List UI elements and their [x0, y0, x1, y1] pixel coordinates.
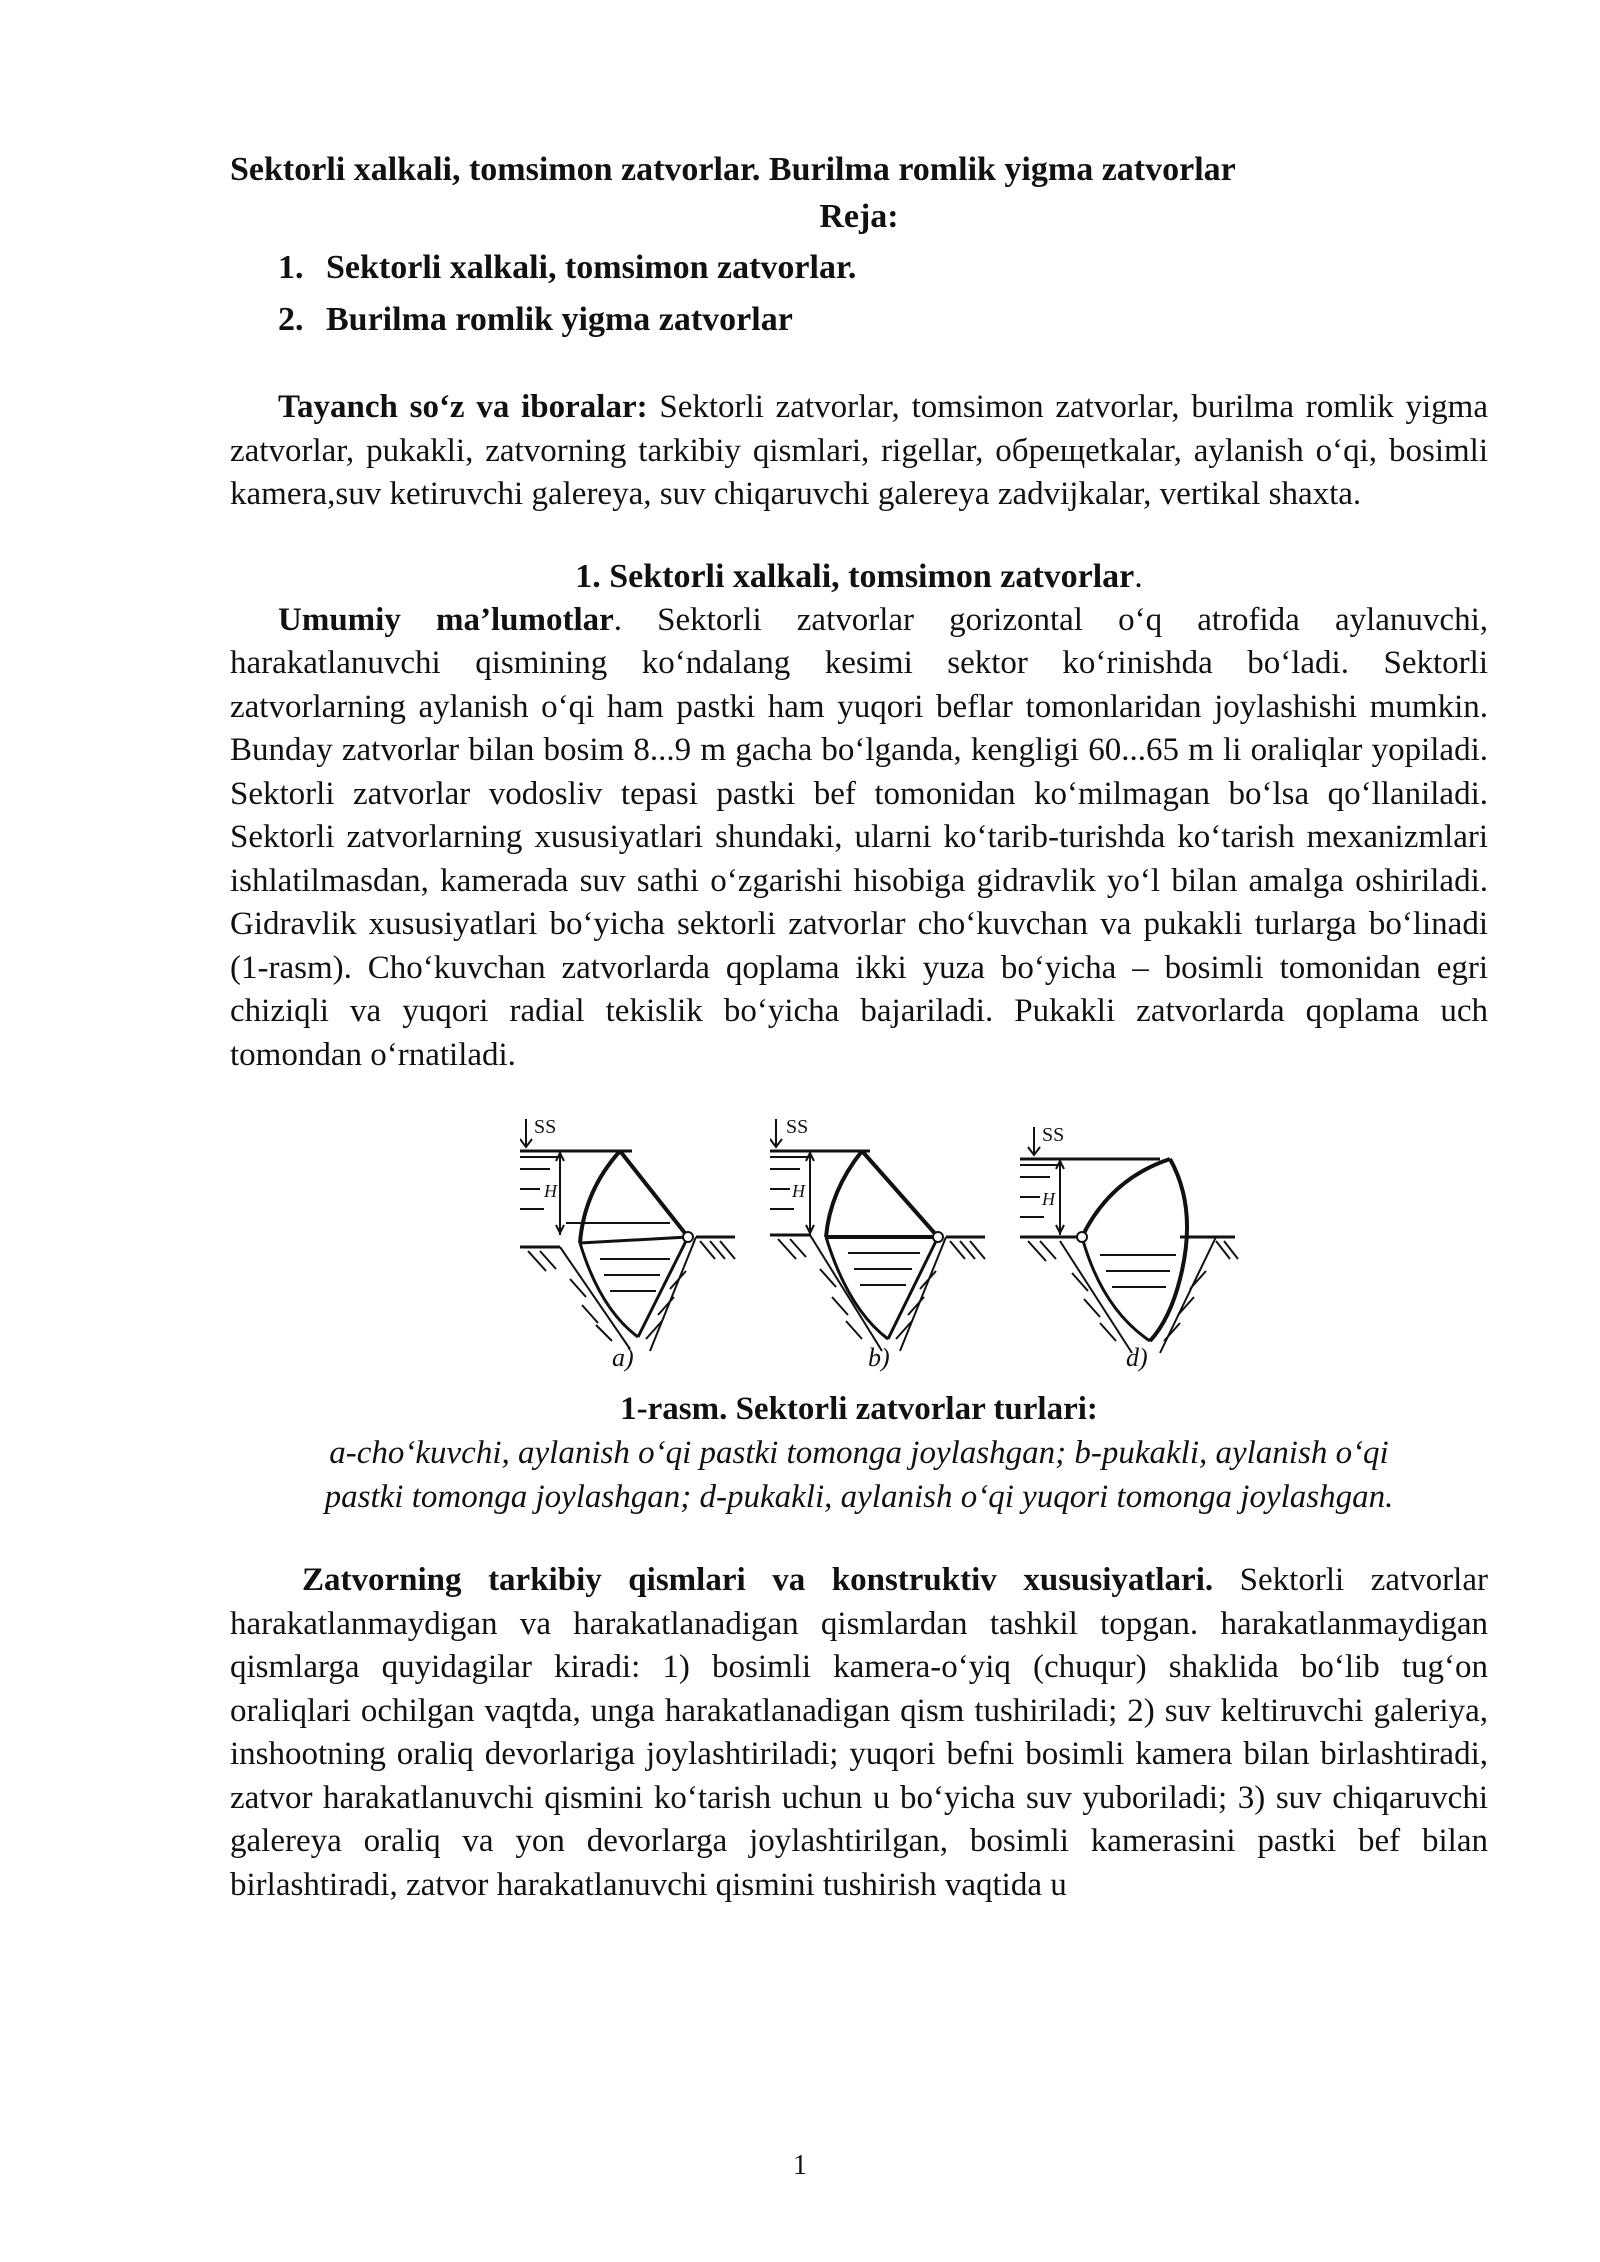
- figure-sector-gates: [230, 1119, 1488, 1379]
- panel-letter-a: a): [612, 1343, 634, 1372]
- plan-item-1: [230, 242, 1488, 294]
- general-label: Umumiy ma’lumotlar: [278, 601, 614, 638]
- figure-panel-d: [1020, 1119, 1240, 1369]
- page-number: 1: [793, 2150, 807, 2181]
- plan-item-number: 1.: [278, 249, 304, 286]
- plan-item-text: Sektorli xalkali, tomsimon zatvorlar.: [326, 249, 857, 286]
- panel-letter-b: b): [868, 1343, 890, 1372]
- section-heading-text: 1. Sektorli xalkali, tomsimon zatvorlar: [575, 557, 1135, 595]
- plan-item-number: 2.: [278, 301, 304, 338]
- plan-heading: Reja:: [819, 198, 899, 235]
- parts-label: Zatvorning tarkibiy qismlari va konstruktiv xususiyatlari.: [302, 1562, 1214, 1598]
- general-text: . Sektorli zatvorlar gorizontal o‘q atrofida aylanuvchi, harakatlanuvchi qismining ko‘ndalang kesimi sektor ko‘rinishda bo‘ladi. Sektorli zatvorlarning aylanish o‘qi ham pastki ham yuqori beflar tomonlaridan joylashishi mumkin. Bunday zatvorlar bilan bosim 8...9 m gacha bo‘lganda, kengligi 60...65 m li oraliqlar yopiladi. Sektorli zatvorlar vodosliv tepasi pastki bef tomonidan ko‘milmagan bo‘lsa qo‘llaniladi. Sektorli zatvorlarning xususiyatlari shundaki, ularni ko‘tarib-turishda ko‘tarish mexanizmlari ishlatilmasdan, kamerada suv sathi o‘zgarishi hisobiga gidravlik yo‘l bilan amalga oshiriladi. Gidravlik xususiyatlari bo‘yicha sektorli zatvorlar cho‘kuvchan va pukakli turlarga bo‘linadi (1-rasm). Cho‘kuvchan zatvorlarda qoplama ikki yuza bo‘yicha – bosimli tomonidan egri chiziqli va yuqori radial tekislik bo‘yicha bajariladi. Pukakli zatvorlarda qoplama uch tomondan o‘rnatiladi.: [230, 601, 1488, 1073]
- keywords-text: Sektorli zatvorlar, tomsimon zatvorlar, burilma romlik yigma zatvorlar, pukakli, zatvorning tarkibiy qismlari, rigellar, обрещetkalar, aylanish o‘qi, bosimli kamera,suv ketiruvchi galereya, suv chiqaruvchi galereya zadvijkalar, vertikal shaxta.: [230, 389, 1488, 512]
- level-label-a: SS: [534, 1119, 557, 1138]
- spacer: [230, 1519, 1488, 1559]
- section-heading-period: .: [1134, 557, 1143, 595]
- parts-paragraph: [230, 1559, 1488, 1907]
- spacer: [230, 346, 1488, 386]
- document-title: Sektorli xalkali, tomsimon zatvorlar. Burilma romlik yigma zatvorlar: [230, 151, 1236, 188]
- general-paragraph: [230, 599, 1488, 1078]
- section-heading: [230, 555, 1488, 599]
- keywords-label: Tayanch so‘z va iboralar:: [278, 389, 648, 425]
- head-label-a: H: [544, 1181, 557, 1201]
- panel-letter-d: d): [1126, 1343, 1148, 1372]
- head-label-b: H: [792, 1181, 805, 1201]
- plan-list: [230, 242, 1488, 346]
- figure-caption-title: 1-rasm. Sektorli zatvorlar turlari:: [620, 1391, 1098, 1427]
- keywords-paragraph: [230, 386, 1488, 517]
- plan-item-2: [230, 294, 1488, 346]
- level-label-b: SS: [786, 1119, 809, 1138]
- plan-item-text: Burilma romlik yigma zatvorlar: [326, 301, 793, 338]
- level-label-d: SS: [1042, 1124, 1065, 1146]
- head-label-d: H: [1042, 1189, 1055, 1209]
- figure-panel-b: [770, 1119, 990, 1369]
- figure-caption-text: a-cho‘kuvchi, aylanish o‘qi pastki tomonga joylashgan; b-pukakli, aylanish o‘qi pastki tomonga joylashgan; d-pukakli, aylanish o‘qi yuqori tomonga joylashgan.: [324, 1435, 1394, 1515]
- figure-panel-a: [520, 1119, 740, 1369]
- parts-text: Sektorli zatvorlar harakatlanmaydigan va harakatlanadigan qismlardan tashkil topgan. harakatlanmaydigan qismlarga quyidagilar kiradi: 1) bosimli kamera-o‘yiq (chuqur) shaklida bo‘lib tug‘on oraliqlari ochilgan vaqtda, unga harakatlanadigan qism tushiriladi; 2) suv keltiruvchi galeriya, inshootning oraliq devorlariga joylashtiriladi; yuqori befni bosimli kamera bilan birlashtiradi, zatvor harakatlanuvchi qismini ko‘tarish uchun u bo‘yicha suv yuboriladi; 3) suv chiqaruvchi galereya oraliq va yon devorlarga joylashtirilgan, bosimli kamerasini pastki bef bilan birlashtiradi, zatvor harakatlanuvchi qismini tushirish vaqtida u: [230, 1562, 1488, 1903]
- document-page: [230, 148, 1488, 1907]
